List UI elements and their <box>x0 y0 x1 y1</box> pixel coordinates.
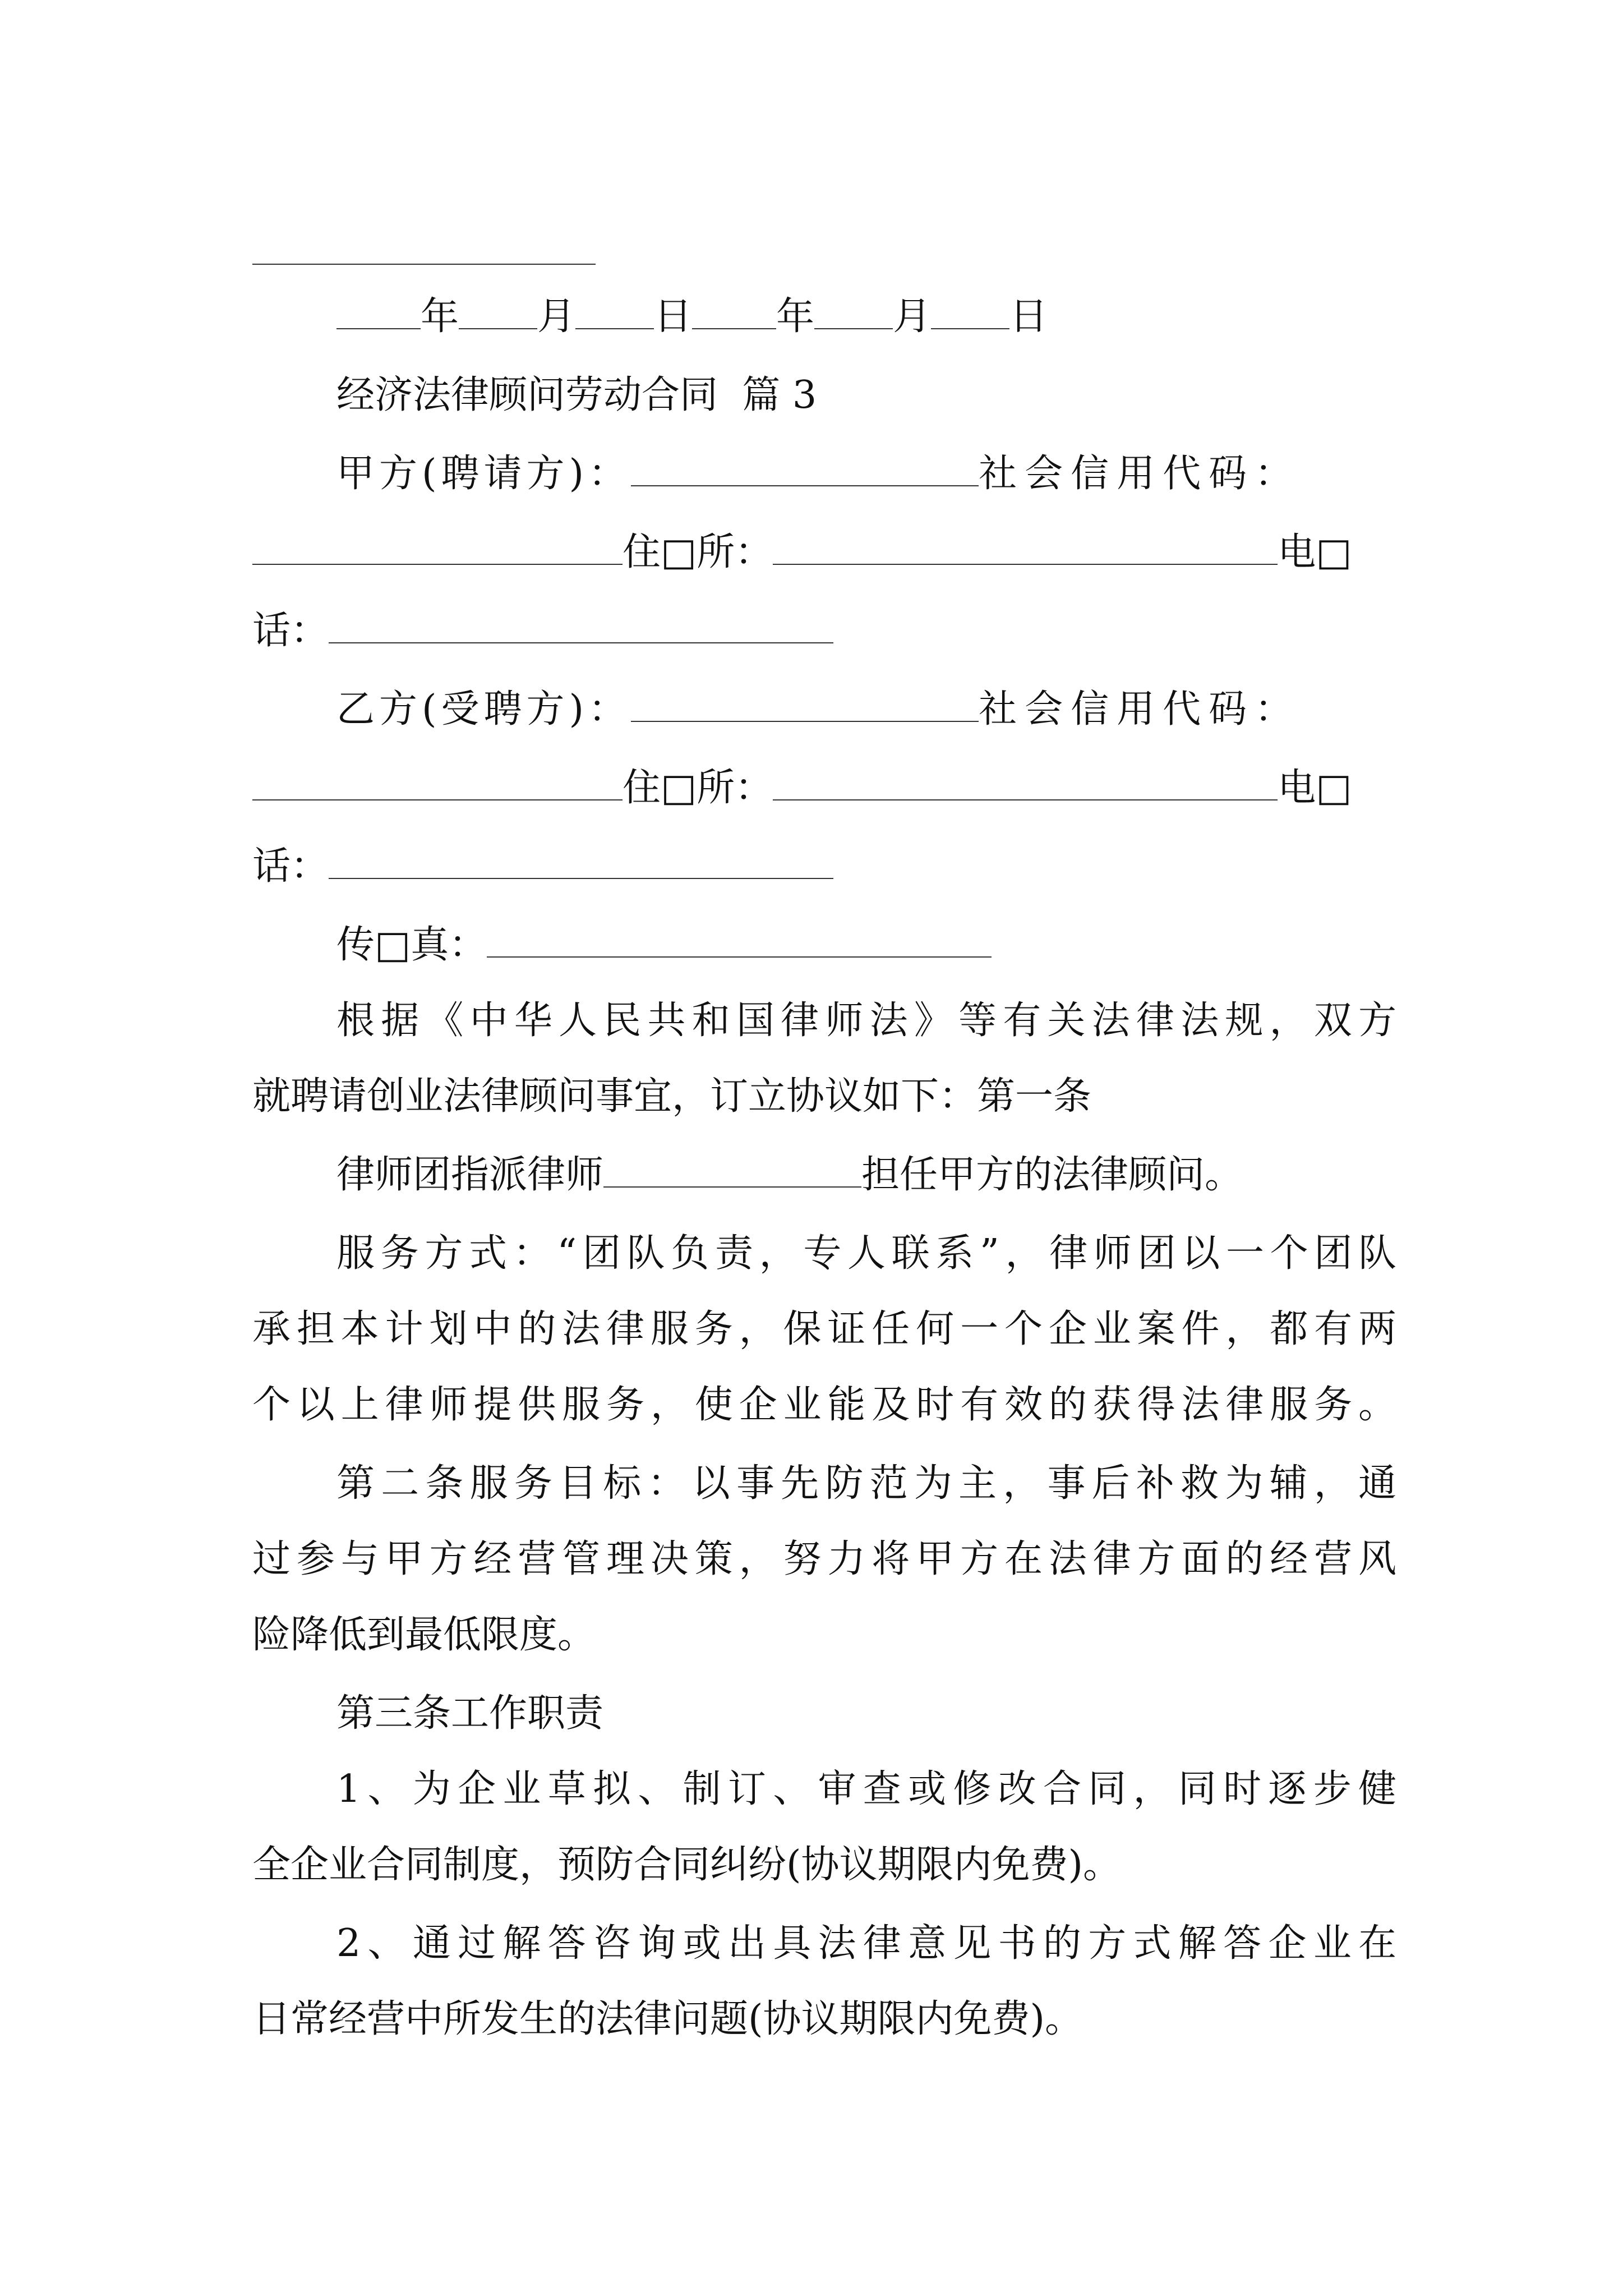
year-label: 年 <box>776 295 815 339</box>
phone-field[interactable] <box>329 843 833 879</box>
address-label: 住□所： <box>623 766 773 810</box>
phone-label: 话： <box>252 609 329 653</box>
party-b-label: 乙方(受聘方)： <box>336 687 631 731</box>
fax-field[interactable] <box>487 922 992 958</box>
signature-underline <box>252 264 596 265</box>
paragraph-line: 日常经营中所发生的法律问题(协议期限内免费)。 <box>252 1997 1083 2041</box>
party-a-name-field[interactable] <box>631 450 979 486</box>
address-field[interactable] <box>773 765 1278 800</box>
party-a-label: 甲方(聘请方)： <box>336 452 631 496</box>
paragraph-line: 根据《中华人民共和国律师法》等有关法律法规，双方 <box>336 999 1396 1043</box>
party-b-name-field[interactable] <box>631 686 979 722</box>
month-label: 月 <box>893 295 932 339</box>
phone-label: 话： <box>252 844 329 889</box>
paragraph-line: 2、通过解答咨询或出具法律意见书的方式解答企业在 <box>336 1921 1396 1966</box>
credit-code-field[interactable] <box>252 765 623 800</box>
blank-field[interactable] <box>931 293 1009 329</box>
party-b-address-line <box>252 763 1396 813</box>
paragraph-line: 就聘请创业法律顾问事宜，订立协议如下：第一条 <box>252 1074 1092 1119</box>
paragraph-line: 险降低到最低限度。 <box>252 1613 596 1657</box>
blank-field[interactable] <box>814 293 893 329</box>
paragraph-line: 全企业合同制度，预防合同纠纷(协议期限内免费)。 <box>252 1843 1122 1887</box>
blank-field[interactable] <box>575 293 654 329</box>
lawyer-name-field[interactable] <box>603 1152 861 1188</box>
paragraph-line: 承担本计划中的法律服务，保证任何一个企业案件，都有两 <box>252 1307 1396 1351</box>
paragraph-line: 第二条服务目标：以事先防范为主，事后补救为辅，通 <box>336 1461 1396 1506</box>
phone-label: 电□ <box>1278 766 1352 810</box>
party-a-phone-line <box>252 606 1396 656</box>
party-b-line <box>336 684 1396 735</box>
blank-field[interactable] <box>459 293 537 329</box>
phone-label: 电□ <box>1278 530 1352 574</box>
month-label: 月 <box>537 295 576 339</box>
date-line <box>336 292 1396 342</box>
credit-code-field[interactable] <box>252 529 623 565</box>
paragraph-line: 服务方式：“团队负责，专人联系”，律师团以一个团队 <box>336 1231 1396 1276</box>
day-label: 日 <box>1009 295 1048 339</box>
paragraph-line: 1、为企业草拟、制订、审查或修改合同，同时逐步健 <box>336 1767 1396 1811</box>
address-label: 住□所： <box>623 530 773 574</box>
paragraph-line: 过参与甲方经营管理决策，努力将甲方在法律方面的经营风 <box>252 1537 1396 1581</box>
section-heading: 经济法律顾问劳动合同 篇 3 <box>336 373 817 417</box>
address-field[interactable] <box>773 529 1278 565</box>
paragraph-line <box>336 1150 1396 1200</box>
section-title: 第三条工作职责 <box>336 1691 604 1736</box>
blank-field[interactable] <box>336 293 421 329</box>
phone-field[interactable] <box>329 608 833 643</box>
fax-line <box>336 920 1396 970</box>
year-label: 年 <box>421 295 459 339</box>
credit-code-label: 社会信用代码： <box>979 452 1301 496</box>
blank-field[interactable] <box>692 293 776 329</box>
fax-label: 传□真： <box>336 923 487 967</box>
party-a-address-line <box>252 527 1396 578</box>
party-b-phone-line <box>252 841 1396 892</box>
assign-lawyer-text: 担任甲方的法律顾问。 <box>861 1153 1243 1197</box>
day-label: 日 <box>654 295 693 339</box>
assign-lawyer-text: 律师团指派律师 <box>336 1153 604 1197</box>
credit-code-label: 社会信用代码： <box>979 687 1301 731</box>
paragraph-line: 个以上律师提供服务，使企业能及时有效的获得法律服务。 <box>252 1383 1396 1427</box>
party-a-line <box>336 449 1396 499</box>
